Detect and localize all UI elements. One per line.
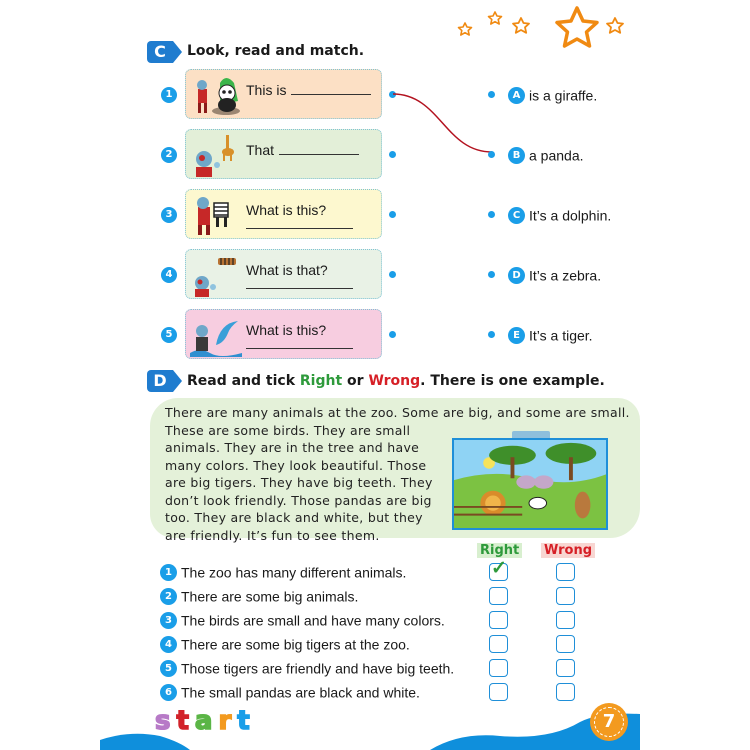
match-dot-left-3[interactable] — [389, 211, 396, 218]
start-letter-t: t — [176, 706, 195, 736]
title-right-word: Right — [299, 373, 343, 389]
match-dot-right-a[interactable] — [488, 91, 495, 98]
passage-first-line: There are many animals at the zoo. Some are big, and some are small. — [165, 405, 630, 420]
answer-blank-2[interactable] — [279, 143, 359, 155]
match-card-2 — [185, 129, 382, 179]
robot-dolphin-illustration-icon — [190, 313, 242, 357]
wrong-checkbox-3[interactable] — [556, 611, 575, 629]
question-text-1: The zoo has many different animals. — [181, 564, 407, 581]
zoo-scene-illustration-icon — [452, 438, 608, 530]
match-dot-left-4[interactable] — [389, 271, 396, 278]
question-number-1: 1 — [160, 564, 177, 581]
match-card-5 — [185, 309, 382, 359]
answer-text-d: It’s a zebra. — [529, 267, 602, 284]
wrong-checkbox-2[interactable] — [556, 587, 575, 605]
wrong-checkbox-1[interactable] — [556, 563, 575, 581]
match-dot-right-b[interactable] — [488, 151, 495, 158]
footer-wave-decoration — [0, 700, 750, 750]
item-number-5: 5 — [161, 327, 177, 343]
card-4-text: What is that? — [246, 262, 328, 278]
answer-blank-1[interactable] — [291, 83, 371, 95]
answer-text-b: a panda. — [529, 147, 584, 164]
question-text-4: There are some big tigers at the zoo. — [181, 636, 410, 653]
decorative-stars-icon — [455, 5, 640, 60]
item-number-3: 3 — [161, 207, 177, 223]
question-number-4: 4 — [160, 636, 177, 653]
answer-letter-d: D — [508, 267, 525, 284]
checkmark-icon: ✓ — [491, 558, 507, 579]
section-d-title — [187, 373, 605, 389]
match-dot-right-d[interactable] — [488, 271, 495, 278]
question-text-2: There are some big animals. — [181, 588, 359, 605]
wrong-checkbox-6[interactable] — [556, 683, 575, 701]
card-1-text: This is — [246, 82, 287, 98]
card-5-text: What is this? — [246, 322, 327, 338]
question-4 — [160, 635, 410, 653]
answer-letter-c: C — [508, 207, 525, 224]
answer-option-b — [508, 146, 584, 164]
right-checkbox-2[interactable] — [489, 587, 508, 605]
answer-option-e — [508, 326, 593, 344]
right-checkbox-5[interactable] — [489, 659, 508, 677]
passage-body: These are some birds. They are small animals. They are in the tree and have many colors. They look beautiful. Those are big tigers. They have big teeth. They don’t look friendly. Those pandas are big too. They are black and white, but they are friendly. It’s fun to see them. — [165, 422, 433, 543]
start-letter-s: s — [155, 706, 177, 736]
wrong-checkbox-4[interactable] — [556, 635, 575, 653]
answer-blank-3[interactable] — [246, 228, 353, 229]
section-d-badge — [147, 370, 173, 392]
question-1 — [160, 563, 406, 581]
card-3-text: What is this? — [246, 202, 327, 218]
match-dot-left-5[interactable] — [389, 331, 396, 338]
right-column-header: Right — [477, 543, 522, 558]
title-or: or — [342, 373, 369, 389]
question-number-3: 3 — [160, 612, 177, 629]
title-suffix: . There is one example. — [420, 373, 605, 389]
section-c-letter: C — [154, 42, 166, 61]
start-letter-a: a — [194, 706, 219, 736]
question-number-5: 5 — [160, 660, 177, 677]
question-number-6: 6 — [160, 684, 177, 701]
question-text-5: Those tigers are friendly and have big teeth. — [181, 660, 455, 677]
answer-option-c — [508, 206, 611, 224]
start-letter-t2: t — [237, 706, 256, 736]
section-c-title: Look, read and match. — [187, 43, 365, 59]
wrong-checkbox-5[interactable] — [556, 659, 575, 677]
robot-panda-illustration-icon — [190, 73, 242, 117]
answer-letter-e: E — [508, 327, 525, 344]
question-5 — [160, 659, 454, 677]
answer-text-e: It’s a tiger. — [529, 327, 593, 344]
match-card-3 — [185, 189, 382, 239]
match-dot-right-c[interactable] — [488, 211, 495, 218]
answer-option-a — [508, 86, 597, 104]
answer-letter-b: B — [508, 147, 525, 164]
right-checkbox-1[interactable] — [489, 558, 508, 581]
item-number-2: 2 — [161, 147, 177, 163]
question-2 — [160, 587, 358, 605]
robot-tiger-illustration-icon — [190, 253, 242, 297]
page-number-badge: 7 — [590, 703, 628, 741]
match-dot-right-e[interactable] — [488, 331, 495, 338]
robot-giraffe-illustration-icon — [190, 133, 242, 177]
right-checkbox-4[interactable] — [489, 635, 508, 653]
start-logo — [155, 706, 256, 736]
question-6 — [160, 683, 420, 701]
question-3 — [160, 611, 445, 629]
item-number-4: 4 — [161, 267, 177, 283]
question-text-6: The small pandas are black and white. — [181, 684, 420, 701]
title-wrong-word: Wrong — [368, 373, 421, 389]
wrong-column-header: Wrong — [541, 543, 595, 558]
title-prefix: Read and tick — [187, 373, 300, 389]
question-text-3: The birds are small and have many colors. — [181, 612, 445, 629]
card-2-text: That — [246, 142, 275, 158]
match-card-1 — [185, 69, 382, 119]
answer-blank-4[interactable] — [246, 288, 353, 289]
answer-blank-5[interactable] — [246, 348, 353, 349]
answer-text-a: is a giraffe. — [529, 87, 598, 104]
answer-text-c: It’s a dolphin. — [529, 207, 612, 224]
robot-zebra-illustration-icon — [190, 193, 242, 237]
right-checkbox-3[interactable] — [489, 611, 508, 629]
right-checkbox-6[interactable] — [489, 683, 508, 701]
start-letter-r: r — [218, 706, 238, 736]
answer-option-d — [508, 266, 601, 284]
question-number-2: 2 — [160, 588, 177, 605]
example-match-line — [390, 90, 495, 156]
answer-letter-a: A — [508, 87, 525, 104]
match-card-4 — [185, 249, 382, 299]
item-number-1: 1 — [161, 87, 177, 103]
section-d-letter: D — [153, 371, 167, 390]
section-c-badge — [147, 41, 173, 63]
